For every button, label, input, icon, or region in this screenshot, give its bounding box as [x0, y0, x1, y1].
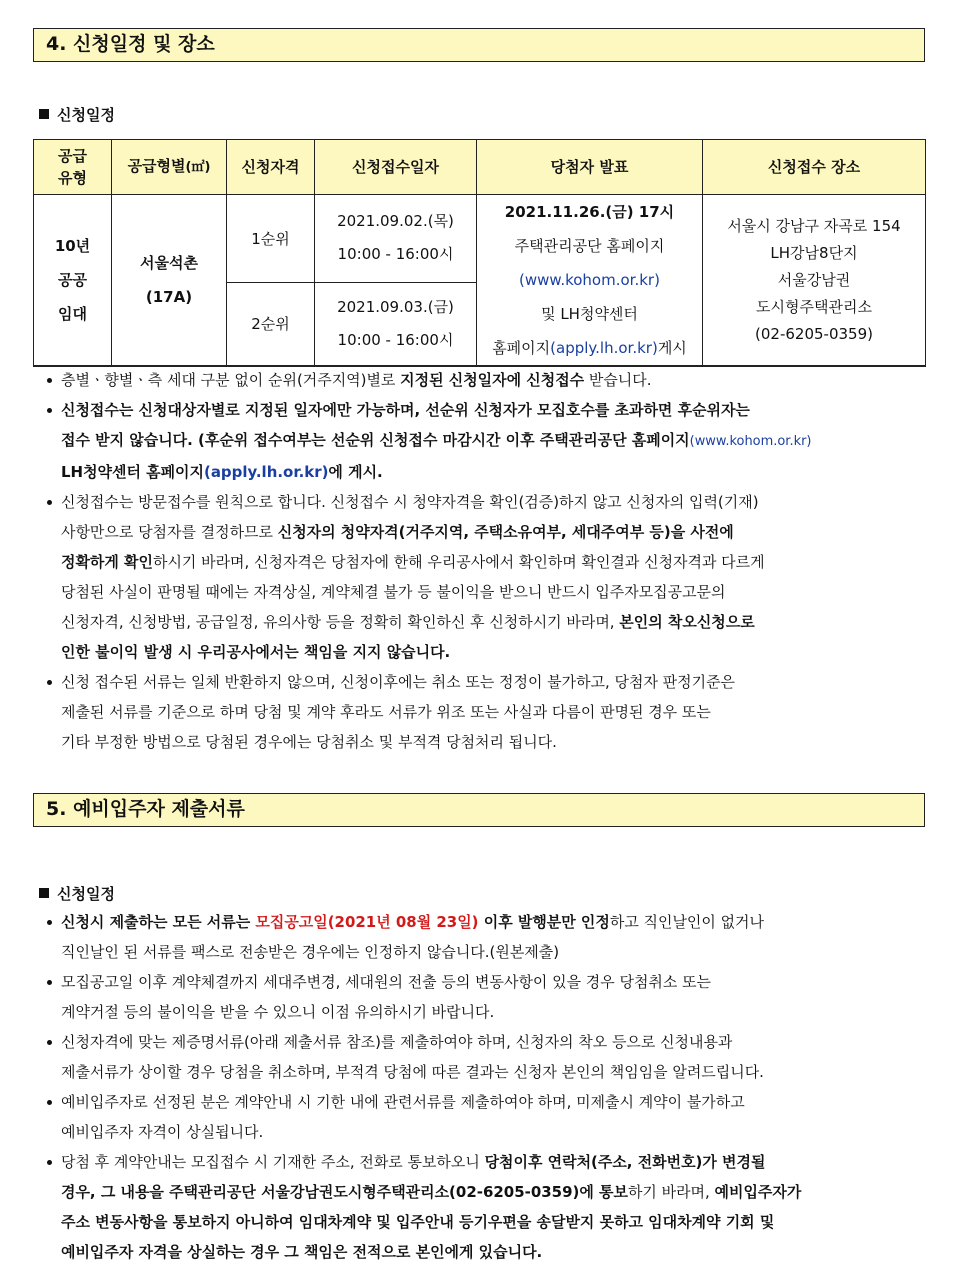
lh-apply-link[interactable]: (apply.lh.or.kr)	[550, 339, 658, 357]
cell-rank1: 1순위	[227, 195, 315, 283]
bullet-icon	[47, 920, 52, 925]
section-4-notes	[45, 365, 935, 757]
lh-apply-link[interactable]: (apply.lh.or.kr)	[203, 463, 329, 481]
list-item: 신청시 제출하는 모든 서류는 모집공고일(2021년 08월 23일) 이후 발행분만 인정하고 직인날인이 없거나 직인날인 된 서류를 팩스로 전송받은 경우에는 인정하지 않습니다.(원본제출)	[45, 907, 935, 967]
bullet-icon	[47, 378, 52, 383]
list-item: 당첨 후 계약안내는 모집접수 시 기재한 주소, 전화로 통보하오니 당첨이후 연락처(주소, 전화번호)가 변경될 경우, 그 내용을 주택관리공단 서울강남권도시형주택관리소(02-6205-0359)에 통보하기 바라며, 예비입주자가 주소 변동사항을 통보하지 아니하여 임대차계약 및 입주안내 등기우편을 송달받지 못하고 임대차계약 기회 및 예비입주자 자격을 상실하는 경우 그 책임은 전적으로 본인에게 있습니다.	[45, 1147, 935, 1267]
list-item: 모집공고일 이후 계약체결까지 세대주변경, 세대원의 전출 등의 변동사항이 있을 경우 당첨취소 또는 계약거절 등의 불이익을 받을 수 있으니 이점 유의하시기 바랍니다.	[45, 967, 935, 1027]
section-4-title: 4. 신청일정 및 장소	[46, 33, 215, 55]
section-4-header	[33, 28, 925, 62]
section-5-notes	[45, 907, 935, 1267]
square-bullet-icon	[39, 888, 49, 898]
header-place: 신청접수 장소	[703, 140, 926, 195]
bullet-icon	[47, 1040, 52, 1045]
header-supply-size: 공급형별(㎡)	[112, 140, 227, 195]
cell-announce: 2021.11.26.(금) 17시 주택관리공단 홈페이지 (www.kohom.or.kr) 및 LH청약센터 홈페이지(apply.lh.or.kr)게시	[477, 195, 703, 367]
table-header-row	[34, 140, 926, 195]
bullet-icon	[47, 500, 52, 505]
section-5-header	[33, 793, 925, 827]
list-item: 층별ㆍ향별ㆍ측 세대 구분 없이 순위(거주지역)별로 지정된 신청일자에 신청접수 받습니다.	[45, 365, 935, 395]
kohom-link[interactable]: (www.kohom.or.kr)	[519, 271, 660, 289]
section-5-title: 5. 예비입주자 제출서류	[46, 798, 245, 820]
cell-rank2: 2순위	[227, 282, 315, 366]
list-item: 신청 접수된 서류는 일체 반환하지 않으며, 신청이후에는 취소 또는 정정이 불가하고, 당첨자 판정기준은 제출된 서류를 기준으로 하며 당첨 및 계약 후라도 서류가 위조 또는 사실과 다름이 판명된 경우 또는 기타 부정한 방법으로 당첨된 경우에는 당첨취소 및 부적격 당첨처리 됩니다.	[45, 667, 935, 757]
list-item: 신청자격에 맞는 제증명서류(아래 제출서류 참조)를 제출하여야 하며, 신청자의 착오 등으로 신청내용과 제출서류가 상이할 경우 당첨을 취소하며, 부적격 당첨에 따른 결과는 신청자 본인의 책임임을 알려드립니다.	[45, 1027, 935, 1087]
table-row	[34, 195, 926, 283]
section-5-subtitle: 신청일정	[39, 883, 115, 904]
schedule-subtitle: 신청일정	[39, 104, 115, 125]
bullet-icon	[47, 408, 52, 413]
header-announce: 당첨자 발표	[477, 140, 703, 195]
list-item: 신청접수는 방문접수를 원칙으로 합니다. 신청접수 시 청약자격을 확인(검증)하지 않고 신청자의 입력(기재) 사항만으로 당첨자를 결정하므로 신청자의 청약자격(거주지역, 주택소유여부, 세대주여부 등)을 사전에 정확하게 확인하시기 바라며, 신청자격은 당첨자에 한해 우리공사에서 확인하며 확인결과 신청자격과 다르게 당첨된 사실이 판명될 때에는 자격상실, 계약체결 불가 등 불이익을 받으니 반드시 입주자모집공고문의 신청자격, 신청방법, 공급일정, 유의사항 등을 정확히 확인하신 후 신청하시기 바라며, 본인의 착오신청으로 인한 불이익 발생 시 우리공사에서는 책임을 지지 않습니다.	[45, 487, 935, 667]
bullet-icon	[47, 680, 52, 685]
bullet-icon	[47, 1100, 52, 1105]
square-bullet-icon	[39, 109, 49, 119]
kohom-link[interactable]: (www.kohom.or.kr)	[689, 434, 812, 449]
cell-place: 서울시 강남구 자곡로 154 LH강남8단지 서울강남권 도시형주택관리소 (02-6205-0359)	[703, 195, 926, 367]
schedule-table	[33, 139, 926, 367]
cell-rank1-dates: 2021.09.02.(목) 10:00 - 16:00시	[315, 195, 477, 283]
list-item: 예비입주자로 선정된 분은 계약안내 시 기한 내에 관련서류를 제출하여야 하며, 미제출시 계약이 불가하고 예비입주자 자격이 상실됩니다.	[45, 1087, 935, 1147]
list-item: 신청접수는 신청대상자별로 지정된 일자에만 가능하며, 선순위 신청자가 모집호수를 초과하면 후순위자는 접수 받지 않습니다. (후순위 접수여부는 선순위 신청접수 마감시간 이후 주택관리공단 홈페이지(www.kohom.or.kr) LH청약센터 홈페이지(apply.lh.or.kr)에 게시.	[45, 395, 935, 487]
cell-rank2-dates: 2021.09.03.(금) 10:00 - 16:00시	[315, 282, 477, 366]
header-dates: 신청접수일자	[315, 140, 477, 195]
cell-supply-type: 10년 공공 임대	[34, 195, 112, 367]
cell-supply-size: 서울석촌 (17A)	[112, 195, 227, 367]
bullet-icon	[47, 1160, 52, 1165]
header-supply-type: 공급 유형	[34, 140, 112, 195]
bullet-icon	[47, 980, 52, 985]
header-qualification: 신청자격	[227, 140, 315, 195]
